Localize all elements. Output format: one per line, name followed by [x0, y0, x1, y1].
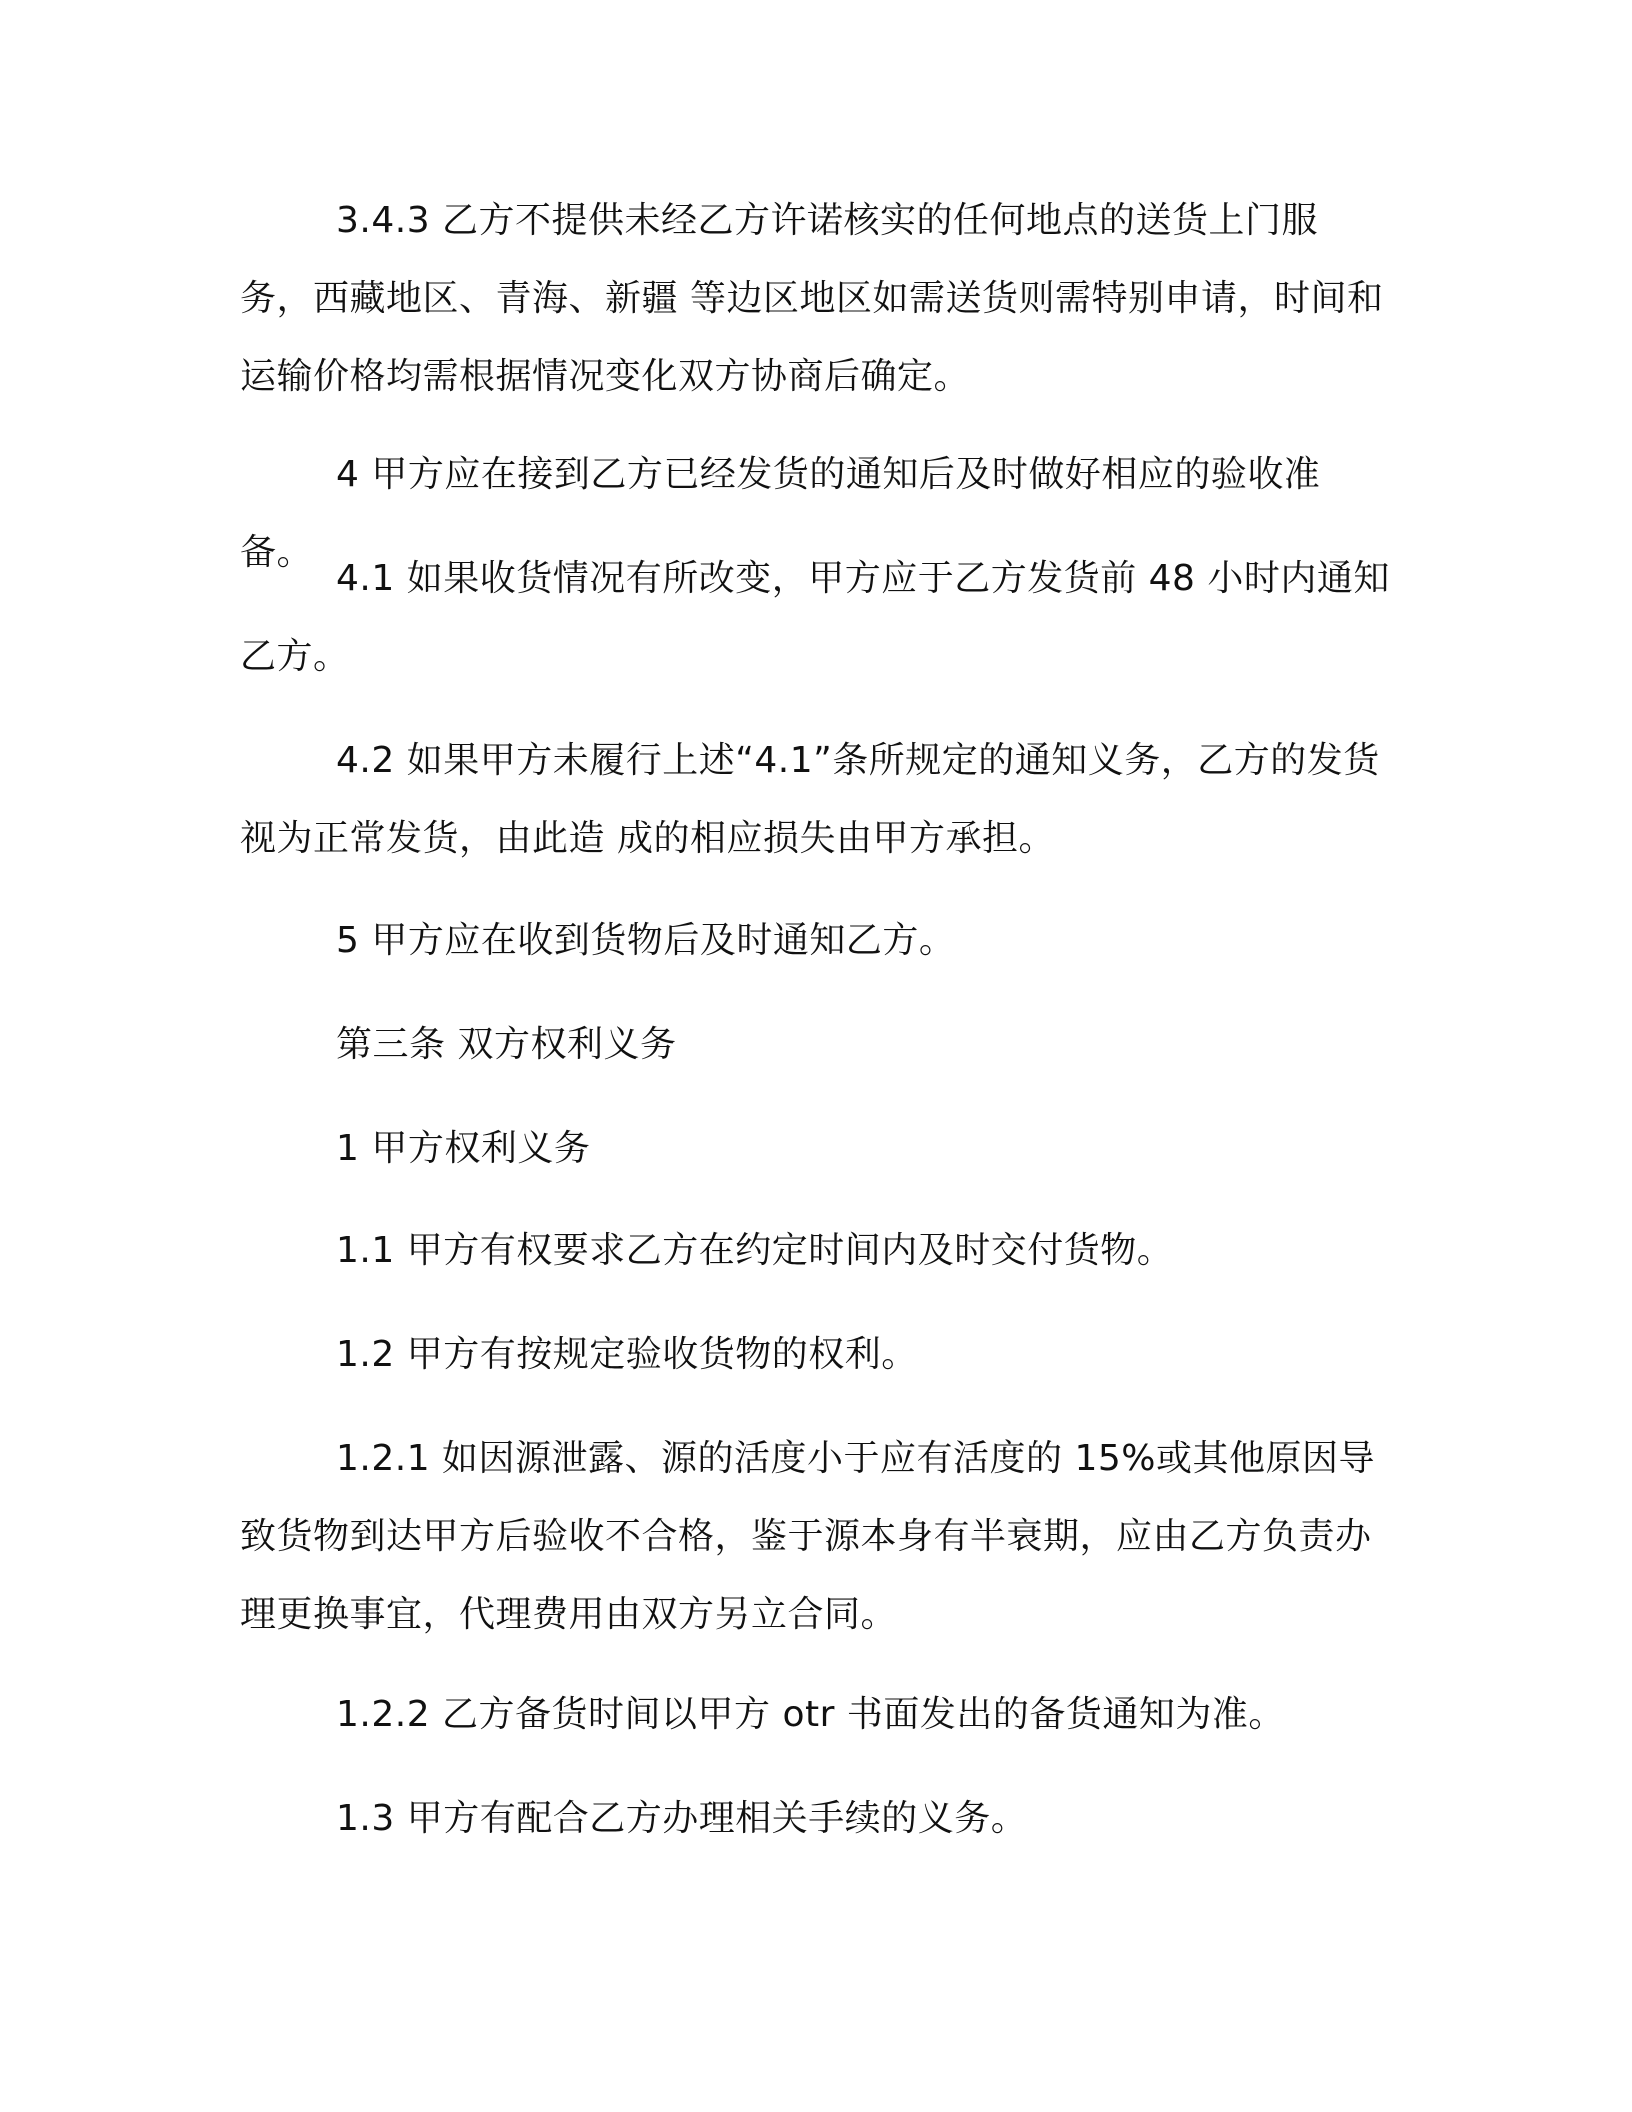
article-3-heading: 第三条 双方权利义务 — [336, 1024, 677, 1065]
paragraph-1-2-2: 1.2.2 乙方备货时间以甲方 otr 书面发出的备货通知为准。 — [336, 1694, 1285, 1735]
paragraph-1-3: 1.3 甲方有配合乙方办理相关手续的义务。 — [336, 1798, 1028, 1839]
paragraph-1-2: 1.2 甲方有按规定验收货物的权利。 — [336, 1334, 918, 1375]
paragraph-4-2: 4.2 如果甲方未履行上述“4.1”条所规定的通知义务，乙方的发货视为正常发货，由此造 成的相应损失由甲方承担。 — [240, 740, 1380, 859]
paragraph-1-1: 1.1 甲方有权要求乙方在约定时间内及时交付货物。 — [336, 1230, 1174, 1271]
paragraph-4: 4 甲方应在接到乙方已经发货的通知后及时做好相应的验收准备。 — [240, 454, 1321, 573]
paragraph-5: 5 甲方应在收到货物后及时通知乙方。 — [336, 920, 956, 961]
paragraph-1-2-1: 1.2.1 如因源泄露、源的活度小于应有活度的 15%或其他原因导致货物到达甲方后验收不合格，鉴于源本身有半衰期，应由乙方负责办理更换事宜，代理费用由双方另立合同。 — [240, 1438, 1376, 1635]
paragraph-1: 1 甲方权利义务 — [336, 1128, 591, 1169]
paragraph-4-1: 4.1 如果收货情况有所改变，甲方应于乙方发货前 48 小时内通知乙方。 — [240, 558, 1390, 677]
paragraph-3-4-3: 3.4.3 乙方不提供未经乙方许诺核实的任何地点的送货上门服务，西藏地区、青海、新疆 等边区地区如需送货则需特别申请，时间和运输价格均需根据情况变化双方协商后确定。 — [240, 200, 1384, 397]
